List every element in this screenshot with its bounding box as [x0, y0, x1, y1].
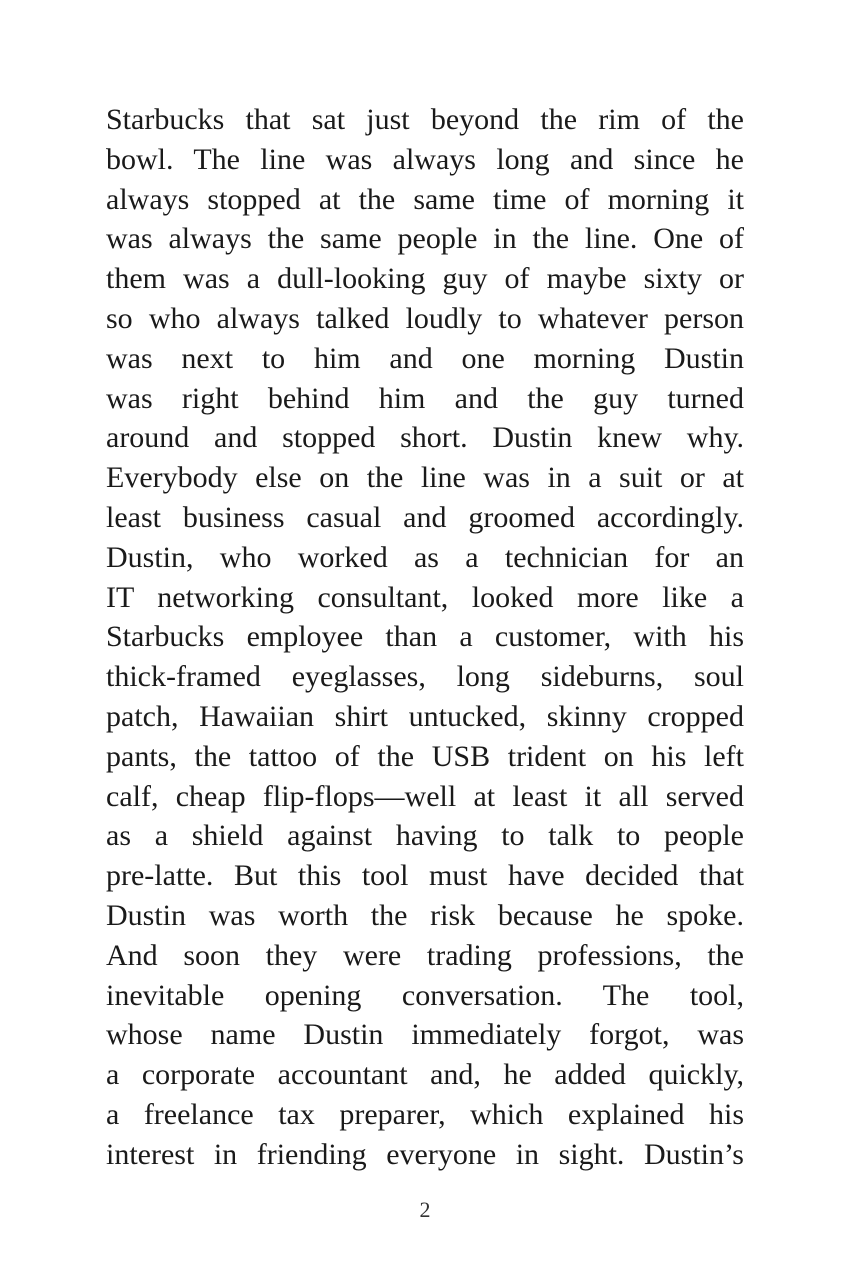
page-number: 2	[419, 1197, 431, 1222]
text-line: Everybody else on the line was in a suit or at	[106, 461, 744, 495]
text-line: Dustin, who worked as a technician for an	[106, 540, 744, 574]
text-line: bowl. The line was always long and since he	[106, 142, 744, 176]
text-line: was right behind him and the guy turned	[106, 381, 744, 415]
body-text	[106, 100, 744, 1175]
text-line: IT networking consultant, looked more like a	[106, 580, 744, 614]
text-line: inevitable opening conversation. The tool,	[106, 978, 744, 1012]
text-line: so who always talked loudly to whatever person	[106, 301, 744, 335]
text-line: was always the same people in the line. One of	[106, 222, 744, 256]
text-line: them was a dull-looking guy of maybe sixty or	[106, 262, 744, 296]
text-line: Starbucks employee than a customer, with his	[106, 620, 744, 654]
text-line: thick-framed eyeglasses, long sideburns, soul	[106, 660, 744, 694]
text-line: as a shield against having to talk to people	[106, 819, 744, 853]
text-line: Starbucks that sat just beyond the rim of the	[106, 103, 744, 136]
text-line: a corporate accountant and, he added quickly,	[106, 1058, 744, 1092]
text-line: least business casual and groomed accordingly.	[106, 500, 744, 534]
text-line: pre-latte. But this tool must have decided that	[106, 859, 744, 893]
text-line: interest in friending everyone in sight. Dustin’s	[106, 1137, 744, 1171]
text-line: always stopped at the same time of morning it	[106, 182, 744, 216]
text-line: around and stopped short. Dustin knew why.	[106, 421, 744, 455]
text-line: was next to him and one morning Dustin	[106, 341, 744, 375]
text-line: whose name Dustin immediately forgot, was	[106, 1018, 744, 1052]
text-line: patch, Hawaiian shirt untucked, skinny cropped	[106, 699, 744, 733]
text-line: pants, the tattoo of the USB trident on his left	[106, 739, 744, 773]
text-line: calf, cheap flip-flops—well at least it all served	[106, 779, 744, 813]
text-line: And soon they were trading professions, the	[106, 938, 744, 972]
text-line: Dustin was worth the risk because he spoke.	[106, 898, 744, 932]
text-line: a freelance tax preparer, which explained his	[106, 1097, 744, 1131]
